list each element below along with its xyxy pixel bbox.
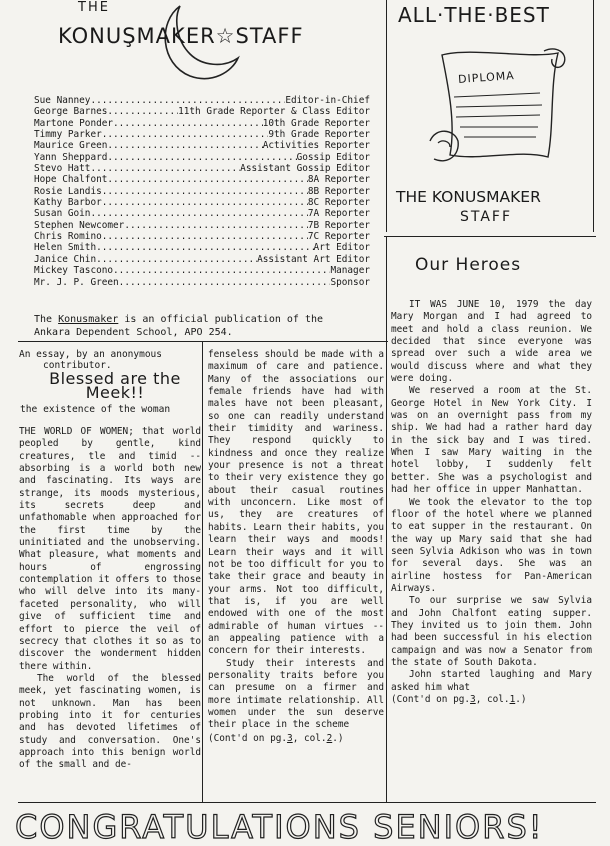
heroes-paragraph: John started laughing and Mary asked him what <box>391 669 592 693</box>
essay-title: Blessed are the Meek!! <box>49 369 181 402</box>
staff-leader-dots <box>102 197 308 208</box>
staff-leader-dots <box>113 118 263 129</box>
congratulations-banner: CONGRATULATIONS SENIORS! <box>15 808 544 846</box>
staff-name: Timmy Parker <box>34 129 102 141</box>
essay-column-1 <box>19 426 201 772</box>
continuation-suffix: .) <box>515 694 527 705</box>
staff-name: Stevo Hatt <box>34 163 91 175</box>
staff-name: Mickey Tascono <box>34 265 114 277</box>
staff-roster <box>34 95 370 288</box>
staff-leader-dots <box>102 186 308 197</box>
essay-byline-2: contributor. <box>43 360 112 371</box>
continuation-page: 3 <box>470 694 476 705</box>
staff-leader-dots <box>90 163 240 174</box>
staff-name: Maurice Green <box>34 140 108 152</box>
staff-role: 8B Reporter <box>307 185 370 197</box>
staff-row <box>34 220 370 231</box>
staff-role: Art Editor <box>313 242 370 254</box>
publication-line-1 <box>34 313 374 326</box>
heroes-paragraph: We took the elevator to the top floor of the hotel where we planned to eat supper in the restaurant. On the way up Mary said that she had seen Sylvia Adkison who was in town for several days. She was an airline hostess for Pan-American Airways. <box>391 496 592 594</box>
publication-name: Konusmaker <box>58 314 119 325</box>
continuation-column: 2 <box>326 732 333 744</box>
staff-name: George Barnes <box>34 106 108 118</box>
continuation-suffix: .) <box>332 732 344 744</box>
diploma-scroll-icon <box>420 45 570 170</box>
staff-name: Kathy Barbor <box>34 197 102 209</box>
staff-leader-dots <box>124 220 308 231</box>
staff-row <box>34 208 370 219</box>
staff-role: Sponsor <box>330 276 370 288</box>
essay-subtitle: the existence of the woman <box>20 404 171 415</box>
staff-row <box>34 129 370 140</box>
staff-role: 8C Reporter <box>307 197 370 209</box>
essay-byline <box>19 349 199 371</box>
essay-column-2 <box>208 349 384 745</box>
staff-role: Assistant Gossip Editor <box>240 163 370 175</box>
staff-name: Yann Sheppard <box>34 151 108 163</box>
our-heroes-title: Our Heroes <box>415 255 522 275</box>
staff-leader-dots <box>119 277 331 288</box>
essay-top-divider <box>18 341 388 342</box>
staff-leader-dots <box>107 140 262 151</box>
continuation-prefix: (Cont'd on pg. <box>391 694 471 705</box>
staff-row <box>34 242 370 253</box>
staff-row <box>34 106 370 117</box>
right-box-title: THE KONUSMAKER <box>396 188 541 206</box>
staff-row <box>34 95 370 106</box>
staff-row <box>34 231 370 242</box>
staff-role: 7B Reporter <box>307 219 370 231</box>
staff-role: Gossip Editor <box>296 151 370 163</box>
publication-statement <box>34 313 374 339</box>
staff-row <box>34 118 370 129</box>
staff-leader-dots <box>102 231 308 242</box>
staff-role: Activities Reporter <box>262 140 370 152</box>
staff-name: Chris Romino <box>34 231 102 243</box>
staff-role: 7A Reporter <box>307 208 370 220</box>
heroes-paragraph: IT WAS JUNE 10, 1979 the day Mary Morgan and I had agreed to meet and hold a class reunion. We decided that since everyone was spread over such a wide area we would discuss where and what they were doing. <box>391 299 592 385</box>
staff-leader-dots <box>102 129 269 140</box>
staff-role: 10th Grade Reporter <box>262 117 370 129</box>
staff-row <box>34 277 370 288</box>
staff-row <box>34 174 370 185</box>
staff-leader-dots <box>107 106 178 117</box>
staff-row <box>34 152 370 163</box>
continuation-mid: , col. <box>475 694 510 705</box>
staff-leader-dots <box>96 242 313 253</box>
staff-role: 9th Grade Reporter <box>268 129 370 141</box>
staff-role: 7C Reporter <box>307 231 370 243</box>
heroes-continuation <box>391 694 592 706</box>
staff-row <box>34 197 370 208</box>
staff-leader-dots <box>90 95 285 106</box>
continuation-mid: , col. <box>292 732 327 744</box>
staff-leader-dots <box>90 208 307 219</box>
staff-role: Editor-in-Chief <box>285 95 370 106</box>
staff-row <box>34 140 370 151</box>
staff-role: Assistant Art Editor <box>257 253 370 265</box>
publication-line-2: Ankara Dependent School, APO 254. <box>34 327 233 338</box>
diploma-label: DIPLOMA <box>457 69 516 86</box>
heroes-paragraph: We reserved a room at the St. George Hotel in New York City. I was on an overnight pass from my ship. We had had a rather hard day in the sick bay and I was tired. When I saw Mary waiting in the hotel lobby, I suddenly felt better. She was a psychologist and had her office in upper Manhattan. <box>391 385 592 496</box>
staff-name: Mr. J. P. Green <box>34 276 119 288</box>
column-divider-2 <box>386 236 387 802</box>
staff-row <box>34 163 370 174</box>
masthead-the: THE <box>78 0 110 15</box>
essay-byline-1: An essay, by an anonymous <box>19 349 162 360</box>
publication-lead: The <box>34 314 53 325</box>
staff-row <box>34 265 370 276</box>
essay-paragraph: fenseless should be made with a maximum of care and patience. Many of the associations our female friends have had with males have not been pleasant, so one can readily understand their timidity and wariness. They respond quickly to kindness and once they realize your presence is not a threat to their very existence they go about their casual routines with unconcern. Like most of us, they are creatures of habits. Learn their habits, you learn their ways and moods! Learn their ways and it will not be too difficult for you to take their grace and beauty in your arms. Not too difficult, that is, if you are well endowed with one of the most admirable of human virtues -- an appealing patience with a concern for their interests. <box>208 349 384 657</box>
publication-rest: is an official publication of the <box>118 314 324 325</box>
masthead-title: KONUŞMAKER☆STAFF <box>58 24 304 48</box>
staff-name: Sue Nanney <box>34 95 91 106</box>
right-box-bottom-divider <box>384 236 596 237</box>
staff-role: Manager <box>330 265 370 277</box>
staff-name: Janice Chin <box>34 253 97 265</box>
continuation-prefix: (Cont'd on pg. <box>208 732 288 744</box>
column-divider-1 <box>202 342 203 802</box>
staff-name: Helen Smith <box>34 242 97 254</box>
staff-leader-dots <box>107 152 296 163</box>
footer-divider <box>18 802 596 803</box>
our-heroes-column <box>391 299 592 706</box>
staff-name: Martone Ponder <box>34 117 114 129</box>
essay-paragraph: The world of the blessed meek, yet fascinating women, is not unknown. Man has been probing into it for centuries and has devoted lifetimes of study and conversation. One's approach into this benign world of the small and de- <box>19 672 201 771</box>
continuation-page: 3 <box>287 732 293 744</box>
staff-role: 11th Grade Reporter & Class Editor <box>178 106 370 118</box>
continuation-column: 1 <box>509 694 516 705</box>
staff-name: Rosie Landis <box>34 185 102 197</box>
staff-leader-dots <box>96 254 257 265</box>
staff-leader-dots <box>107 174 308 185</box>
staff-leader-dots <box>113 265 330 276</box>
heroes-paragraph: To our surprise we saw Sylvia and John Chalfont eating supper. They invited us to join them. John had been successful in his election campaign and was now a Senator from the state of South Dakota. <box>391 595 592 668</box>
staff-name: Hope Chalfont <box>34 174 108 186</box>
right-box-subtitle: STAFF <box>460 209 513 225</box>
staff-role: 8A Reporter <box>307 174 370 186</box>
essay-paragraph: THE WORLD OF WOMEN; that world peopled by gentle, kind creatures, tle and timid -- absorbing is a world both new and fascinating. Its ways are strange, its moods mysterious, its secrets deep and unfathomable when approached for the first time by the uninitiated and the unobserving. What pleasure, what moments and hours of engrossing contemplation it offers to those who will delve into its many-faceted personality, who will give of sufficient time and effort to pierce the veil of secrecy that clothes it so as to discover the wonderment hidden there within. <box>19 426 201 672</box>
essay-continuation <box>208 733 384 745</box>
staff-row <box>34 254 370 265</box>
staff-row <box>34 186 370 197</box>
staff-name: Stephen Newcomer <box>34 219 125 231</box>
all-the-best-headline: ALL·THE·BEST <box>398 3 550 27</box>
essay-paragraph: Study their interests and personality traits before you can presume on a firmer and more intimate relationship. All women under the sun deserve their place in the scheme <box>208 657 384 731</box>
staff-name: Susan Goin <box>34 208 91 220</box>
